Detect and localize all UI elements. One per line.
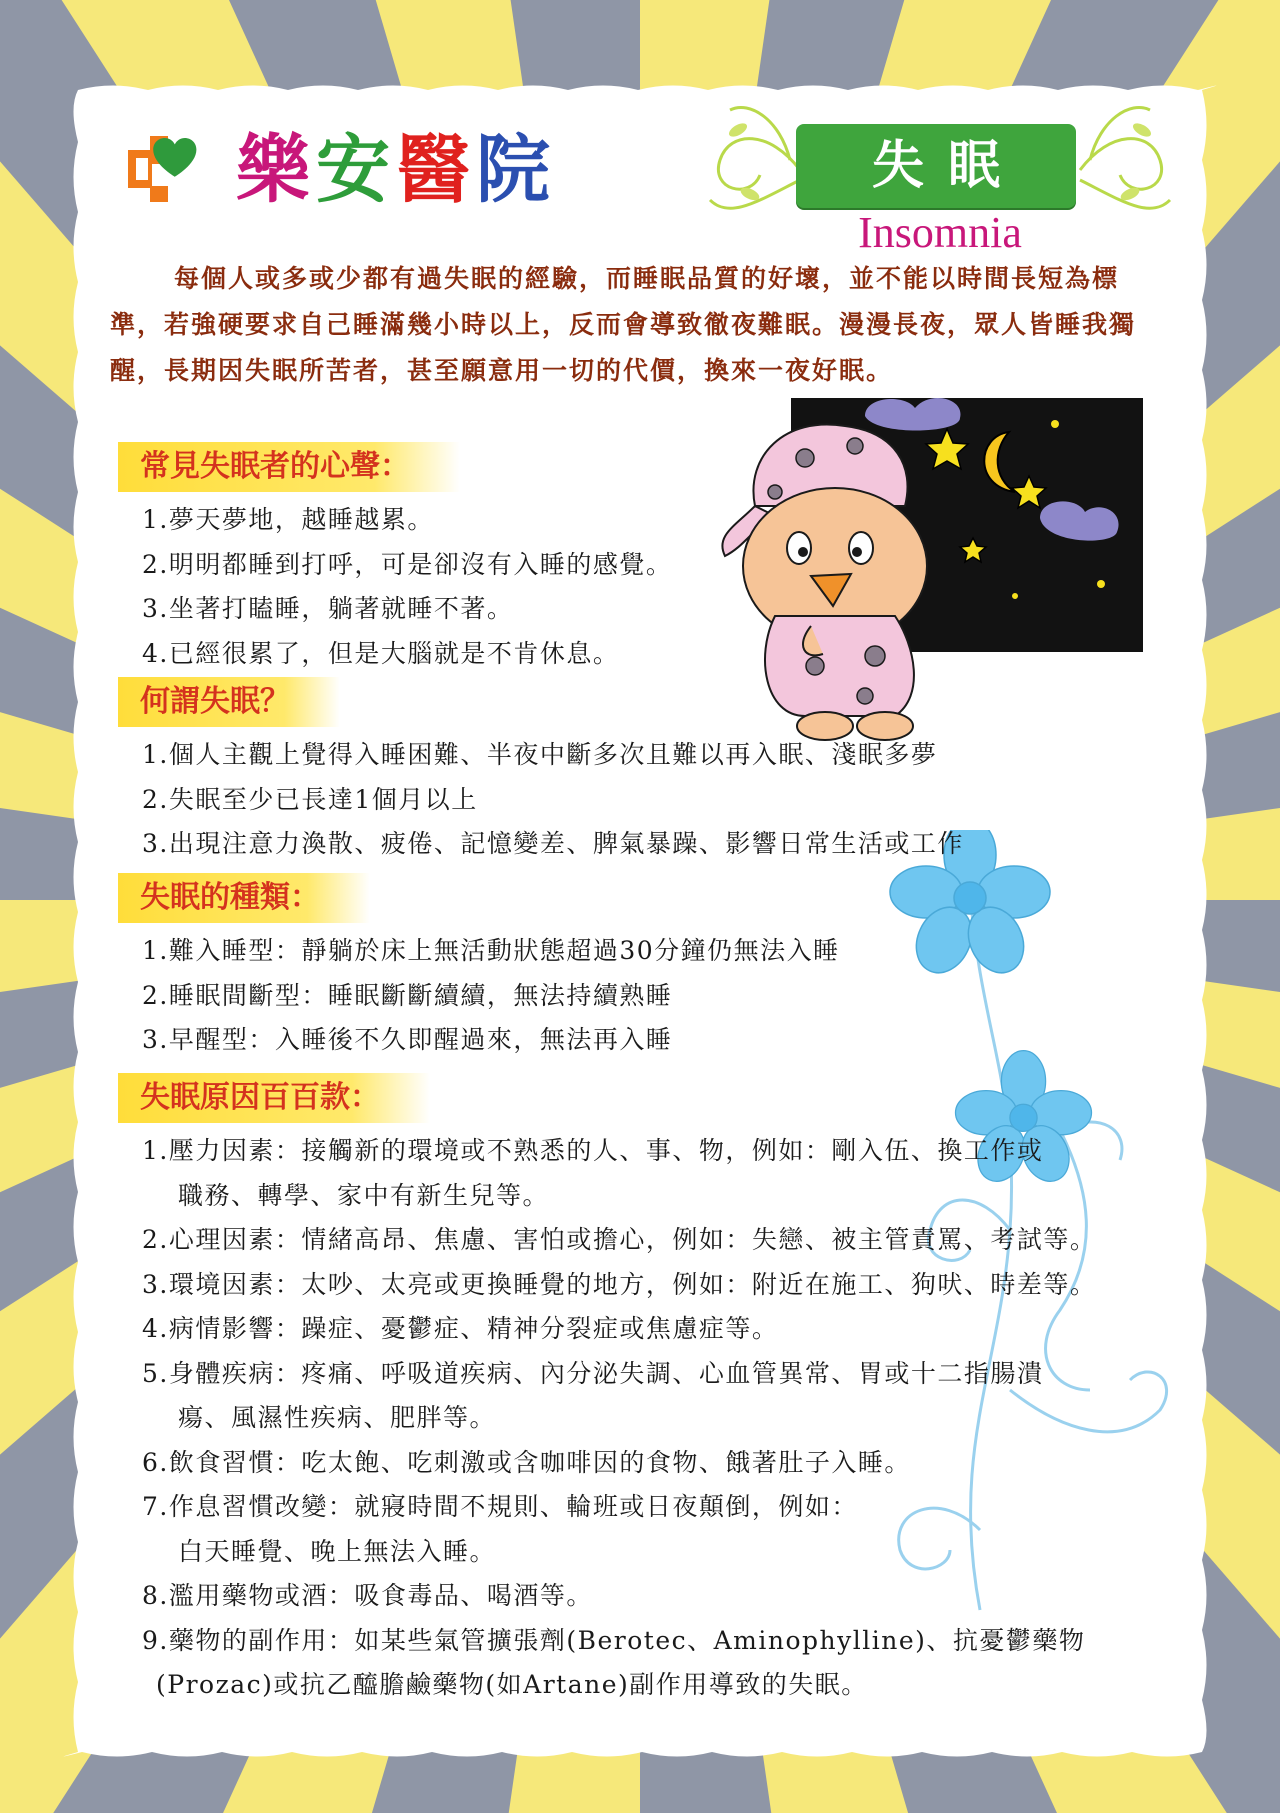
section-list [118, 498, 672, 676]
list-item: 1.壓力因素：接觸新的環境或不熟悉的人、事、物，例如：剛入伍、換工作或 [142, 1136, 1044, 1165]
list-item: 4.已經很累了，但是大腦就是不肯休息。 [142, 638, 620, 668]
hospital-name-char: 院 [476, 127, 556, 213]
section-heading: 失眠原因百百款： [118, 1073, 430, 1123]
hospital-name-char: 安 [316, 127, 396, 213]
section-heading: 常見失眠者的心聲： [118, 442, 460, 492]
list-item: 4.病情影響：躁症、憂鬱症、精神分裂症或焦慮症等。 [142, 1314, 779, 1343]
section-types [118, 873, 840, 1063]
title-english: Insomnia [858, 208, 1022, 257]
hospital-name-char: 樂 [236, 127, 316, 213]
hospital-cross-heart-logo-icon [122, 130, 210, 210]
section-heading: 失眠的種類： [118, 873, 370, 923]
list-item: 2.睡眠間斷型：睡眠斷斷續續，無法持續熟睡 [142, 980, 673, 1010]
list-item: 9.藥物的副作用：如某些氣管擴張劑(Berotec、Aminophylline)、抗憂鬱藥物 [142, 1625, 1086, 1655]
list-item: 6.飲食習慣：吃太飽、吃刺激或含咖啡因的食物、餓著肚子入睡。 [142, 1447, 911, 1477]
section-list [118, 1129, 1096, 1708]
list-item: 2.明明都睡到打呼，可是卻沒有入睡的感覺。 [142, 549, 673, 579]
list-item-continuation: 白天睡覺、晚上無法入睡。 [178, 1536, 497, 1566]
list-item: 1.個人主觀上覺得入睡困難、半夜中斷多次且難以再入眠、淺眠多夢 [142, 740, 938, 769]
title-badge: 失眠 [796, 124, 1076, 208]
list-item-continuation: (Prozac)或抗乙醯膽鹼藥物(如Artane)副作用導致的失眠。 [156, 1670, 868, 1699]
list-item: 5.身體疾病：疼痛、呼吸道疾病、內分泌失調、心血管異常、胃或十二指腸潰 [142, 1358, 1044, 1388]
list-item-continuation: 職務、轉學、家中有新生兒等。 [178, 1180, 550, 1210]
list-item: 7.作息習慣改變：就寢時間不規則、輪班或日夜顛倒，例如： [142, 1492, 858, 1521]
section-heading: 何謂失眠？ [118, 677, 340, 727]
list-item: 3.坐著打瞌睡，躺著就睡不著。 [142, 594, 514, 623]
list-item: 8.濫用藥物或酒：吸食毒品、喝酒等。 [142, 1581, 593, 1610]
list-item: 1.難入睡型：靜躺於床上無活動狀態超過30分鐘仍無法入睡 [142, 936, 840, 965]
intro-text: 每個人或多或少都有過失眠的經驗，而睡眠品質的好壞，並不能以時間長短為標準，若強硬要求自己睡滿幾小時以上，反而會導致徹夜難眠。漫漫長夜，眾人皆睡我獨醒，長期因失眠所苦者，甚至願意用一切的代價，換來一夜好眠。 [110, 264, 1137, 385]
list-item: 3.環境因素：太吵、太亮或更換睡覺的地方，例如：附近在施工、狗吠、時差等。 [142, 1269, 1097, 1299]
section-list [118, 929, 840, 1063]
section-causes [118, 1073, 1096, 1708]
list-item: 3.出現注意力渙散、疲倦、記憶變差、脾氣暴躁、影響日常生活或工作 [142, 829, 964, 858]
list-item: 3.早醒型：入睡後不久即醒過來，無法再入睡 [142, 1025, 673, 1054]
section-definition [118, 677, 964, 867]
hospital-logo [122, 127, 556, 213]
intro-paragraph [110, 256, 1160, 394]
section-list [118, 733, 964, 867]
section-voices [118, 442, 672, 676]
list-item: 2.心理因素：情緒高昂、焦慮、害怕或擔心，例如：失戀、被主管責罵、考試等。 [142, 1225, 1097, 1254]
hospital-name-char: 醫 [396, 127, 476, 213]
list-item-continuation: 瘍、風濕性疾病、肥胖等。 [178, 1403, 497, 1432]
list-item: 1.夢天夢地，越睡越累。 [142, 505, 434, 534]
list-item: 2.失眠至少已長達1個月以上 [142, 784, 478, 814]
hospital-name [236, 127, 556, 213]
